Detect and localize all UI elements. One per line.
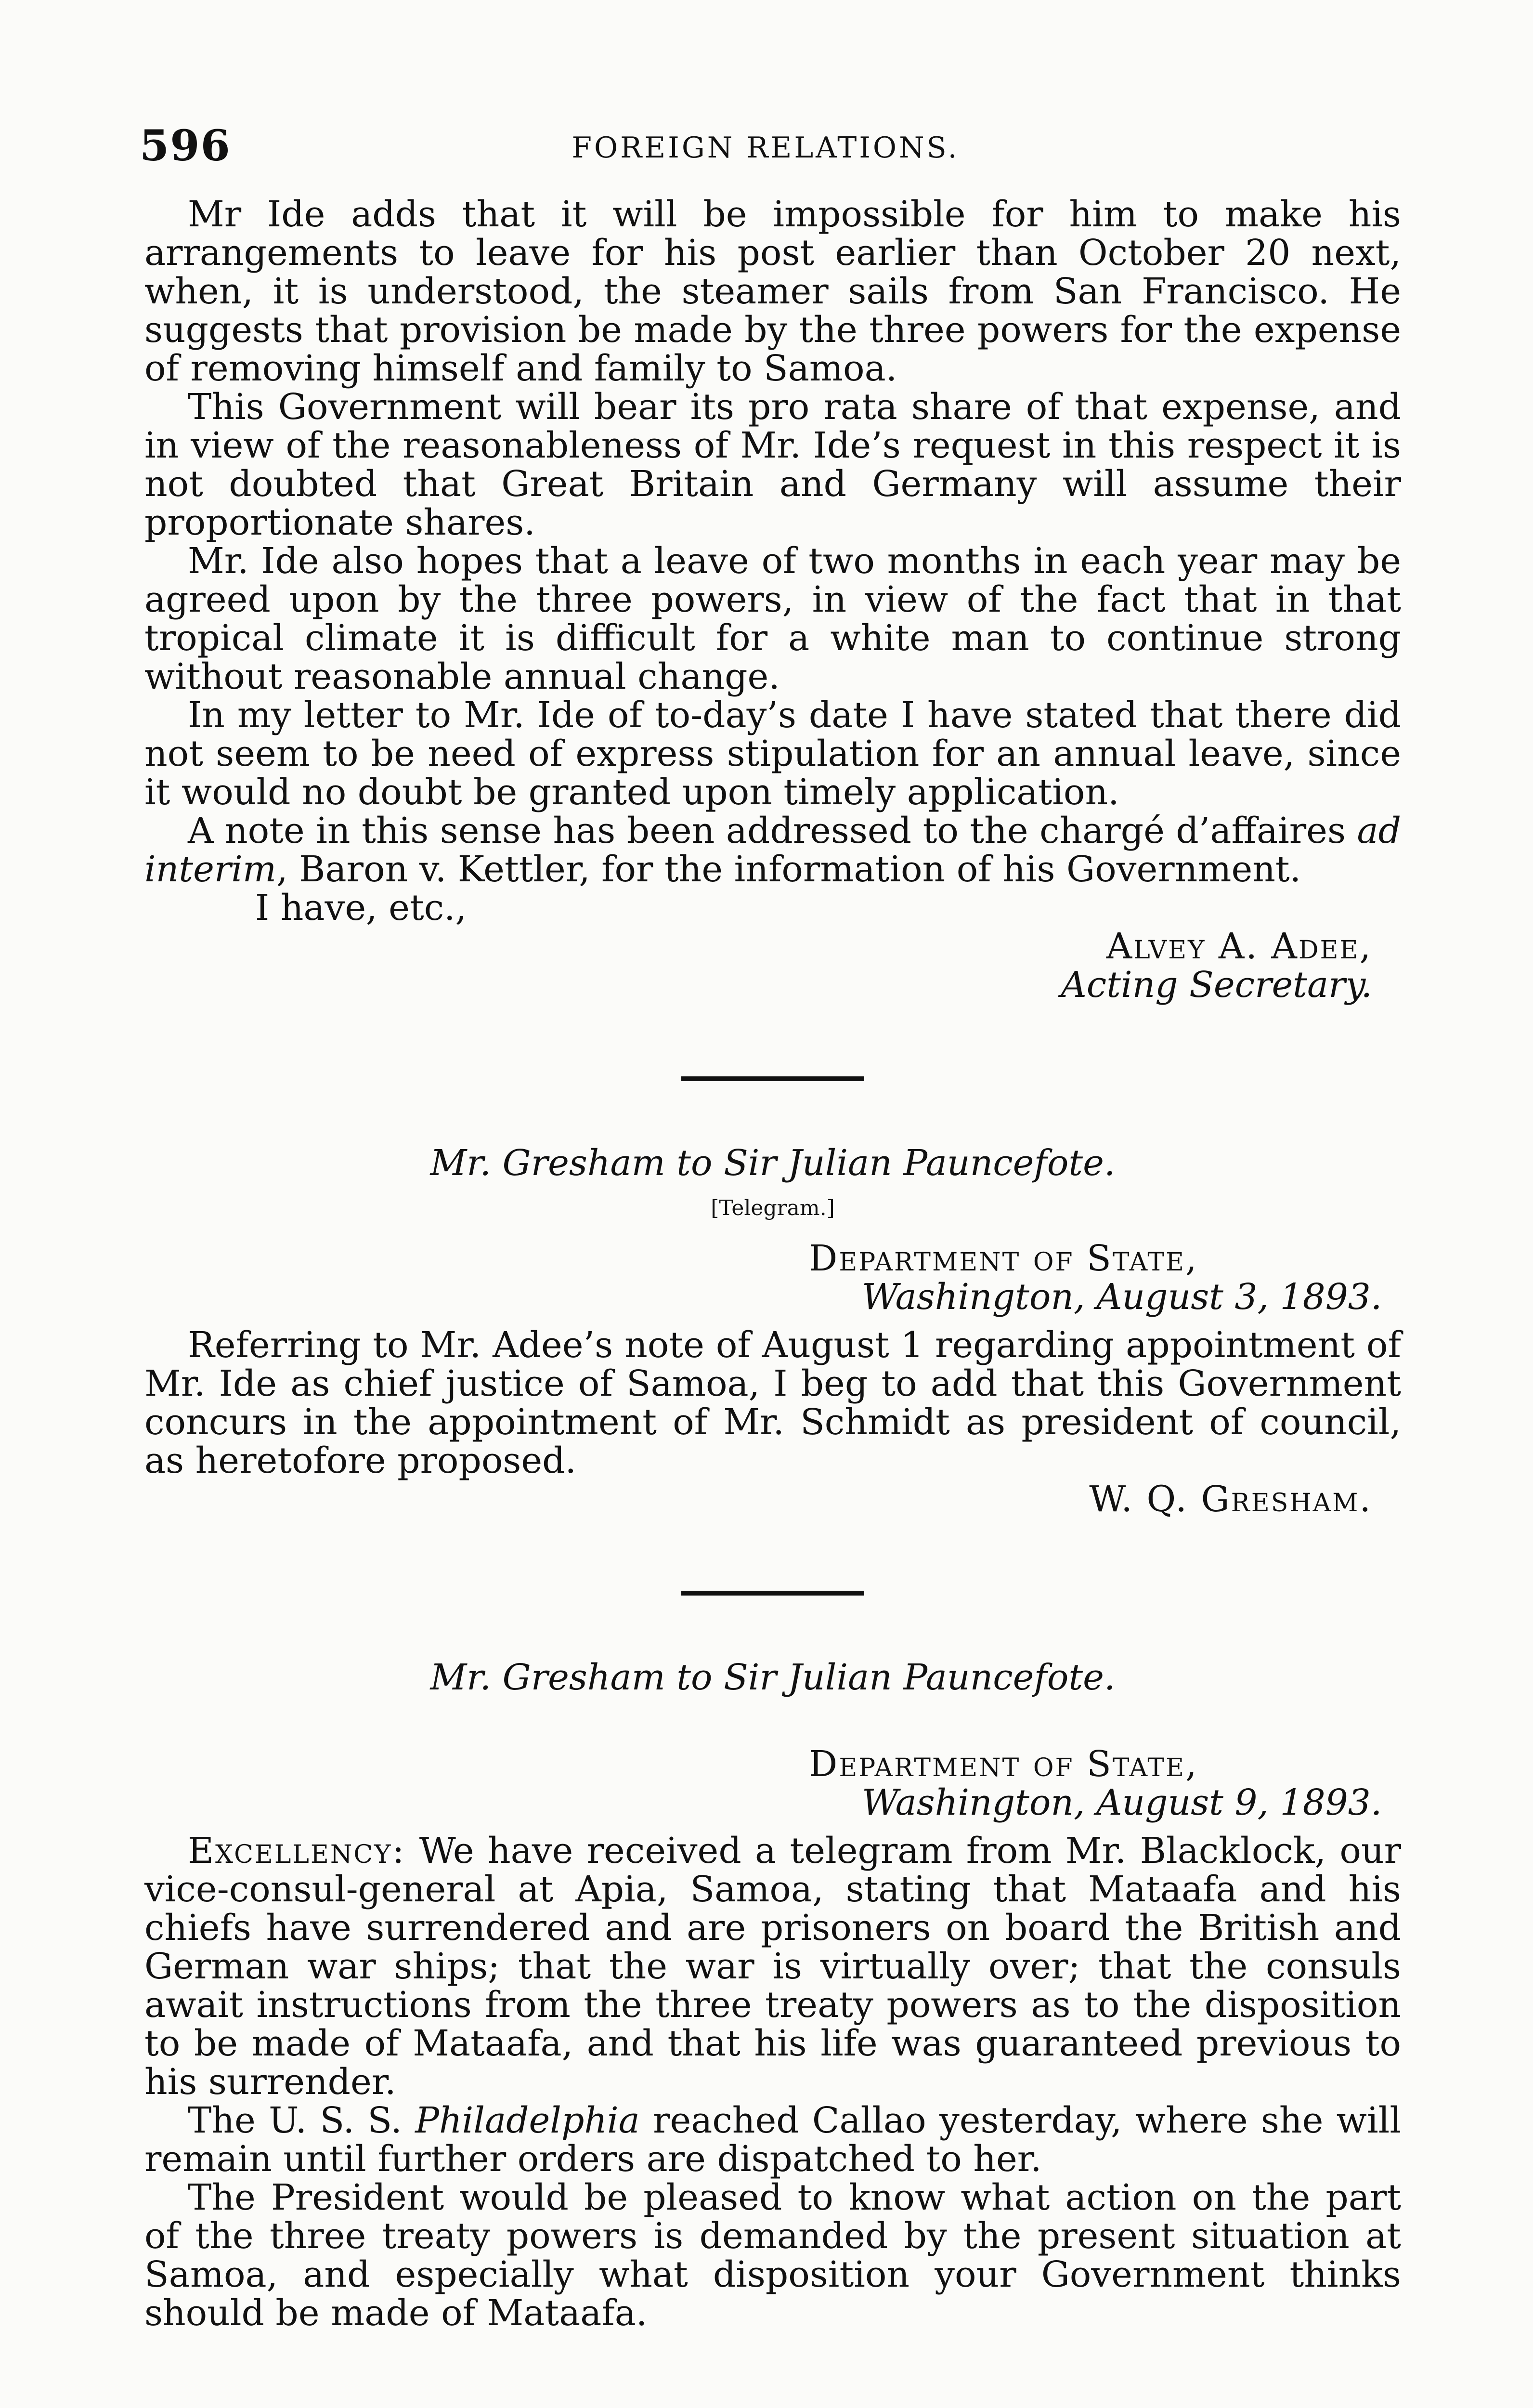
paragraph: [144, 811, 1401, 889]
page-body: [144, 195, 1401, 2332]
letter-subheading: [Telegram.]: [711, 1196, 835, 1220]
department: Department of State,: [809, 1238, 1198, 1279]
department: Department of State,: [809, 1743, 1198, 1785]
letter-heading: Mr. Gresham to Sir Julian Pauncefote.: [430, 1142, 1116, 1184]
text-run: A note in this sense has been addressed to the chargé d’affaires: [188, 810, 1357, 851]
dateline: Washington, August 3, 1893.: [862, 1276, 1382, 1318]
closing: I have, etc.,: [255, 887, 467, 929]
page-header: [140, 120, 1391, 173]
paragraph: Mr. Ide also hopes that a leave of two months in each year may be agreed upon by the three powers, in view of the fact that in that tropical climate it is difficult for a white man to continue strong without reasonable annual change.: [144, 540, 1401, 697]
paragraph: Referring to Mr. Adee’s note of August 1 regarding appointment of Mr. Ide as chief justice of Samoa, I beg to add that this Government concurs in the appointment of Mr. Schmidt as president of council, as heretofore proposed.: [144, 1324, 1401, 1481]
paragraph: The President would be pleased to know what action on the part of the three treaty powers is demanded by the present situation at Samoa, and especially what disposition your Government thinks should be made of Mataafa.: [144, 2177, 1401, 2334]
text-run: , Baron v. Kettler, for the information of his Government.: [276, 849, 1301, 890]
salutation: Excellency:: [188, 1830, 406, 1871]
page-number: 596: [140, 120, 231, 170]
dateline: Washington, August 9, 1893.: [862, 1782, 1382, 1823]
italic-text: ad interim: [144, 810, 1401, 890]
text-run: We have received a telegram from Mr. Blacklock, our vice-consul-general at Apia, Samoa, stating that Mataafa and his chiefs have surrendered and are prisoners on board the British and German war ships; that the war is virtually over; that the consuls await instructions from the three treaty powers as to the disposition to be made of Mataafa, and that his life was guaranteed previous to his surrender.: [144, 1830, 1401, 2103]
section-divider: [681, 1591, 864, 1596]
letter-gresham-excellency: [144, 1658, 1401, 2332]
letter-gresham-telegram: [144, 1144, 1401, 1518]
signature-name: Alvey A. Adee,: [1106, 926, 1372, 967]
italic-text: Philadelphia: [415, 2100, 640, 2141]
paragraph: [144, 2101, 1401, 2178]
paragraph: This Government will bear its pro rata share of that expense, and in view of the reasonableness of Mr. Ide’s request in this respect it is not doubted that Great Britain and Germany will assume their proportionate shares.: [144, 386, 1401, 543]
section-divider: [681, 1076, 864, 1081]
text-run: reached Callao yesterday, where she will remain until further orders are dispatched to her.: [144, 2100, 1402, 2180]
paragraph: In my letter to Mr. Ide of to-day’s date I have stated that there did not seem to be need of express stipulation for an annual leave, since it would no doubt be granted upon timely application.: [144, 694, 1401, 813]
paragraph: [144, 1832, 1401, 2101]
running-head: FOREIGN RELATIONS.: [572, 131, 960, 165]
spacer: [144, 1697, 1401, 1745]
letter-heading: Mr. Gresham to Sir Julian Pauncefote.: [430, 1657, 1116, 1698]
paragraph: Mr Ide adds that it will be impossible for him to make his arrangements to leave for his post earlier than October 20 next, when, it is understood, the steamer sails from San Francisco. He suggests that provision be made by the three powers for the expense of removing himself and family to Samoa.: [144, 194, 1401, 389]
letter-adee: [144, 195, 1401, 1004]
signature-name: W. Q. Gresham.: [1089, 1479, 1372, 1520]
signature-title: Acting Secretary.: [1061, 964, 1372, 1006]
text-run: The U. S. S.: [188, 2100, 416, 2141]
